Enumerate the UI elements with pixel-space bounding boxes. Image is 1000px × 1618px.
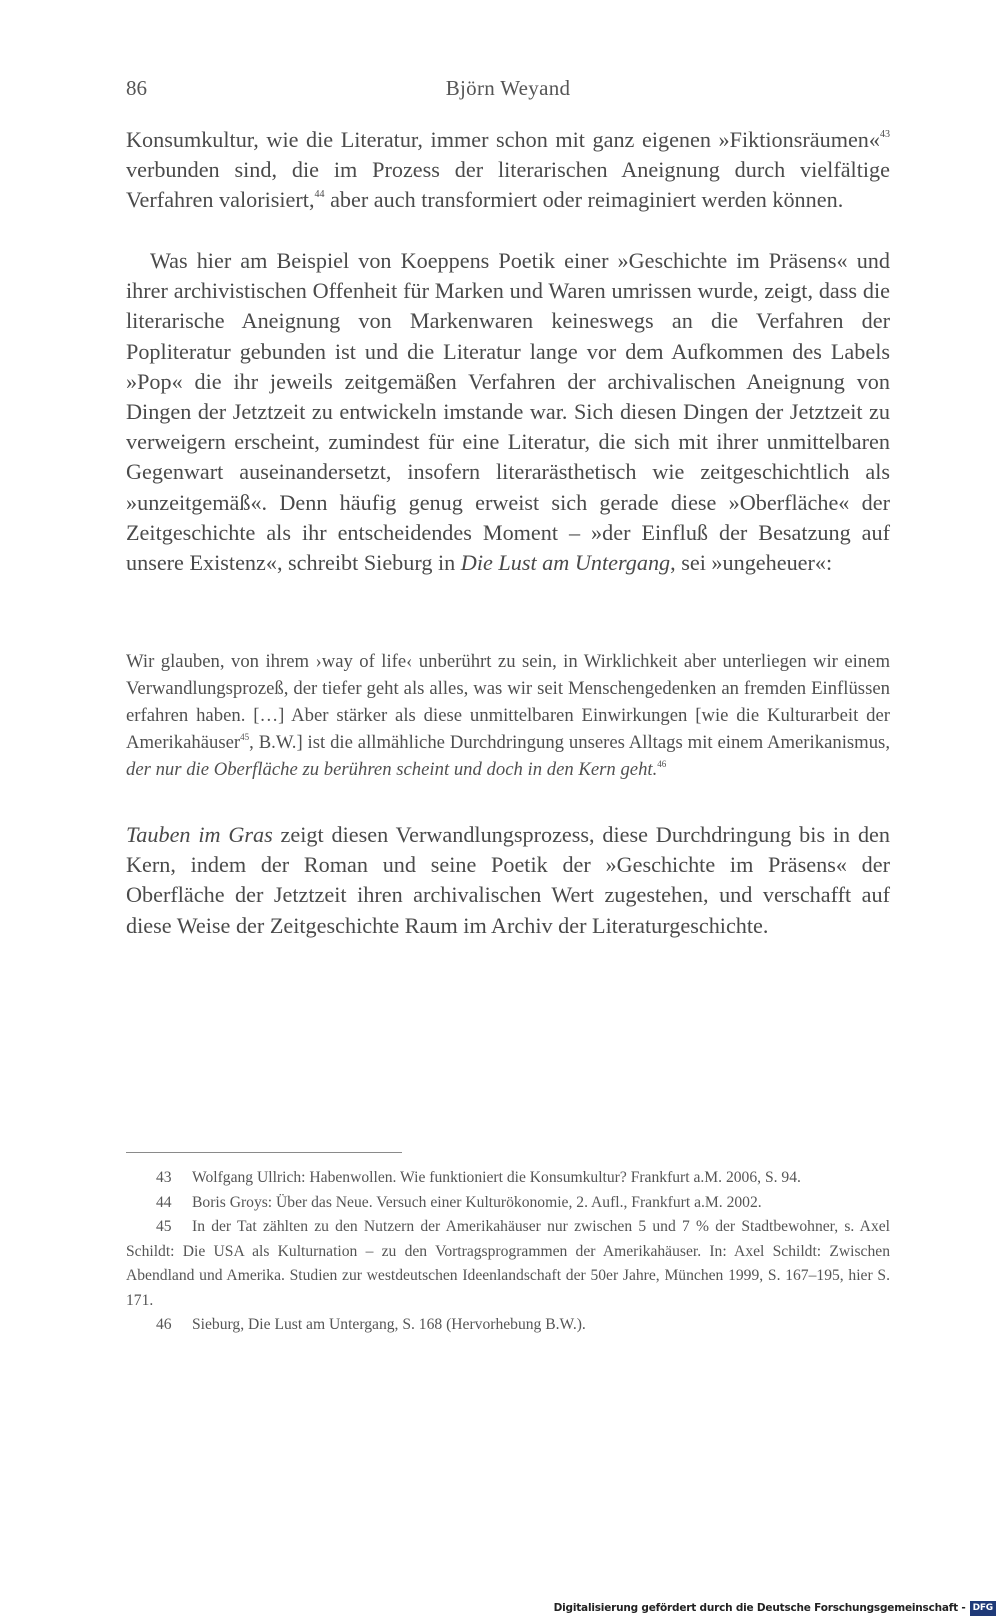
quote-italic: der nur die Oberfläche zu berühren scheint und doch in den Kern geht. <box>126 759 658 780</box>
page-number: 86 <box>126 76 147 100</box>
footnote-43 <box>126 1166 890 1191</box>
p1-text-c: aber auch transformiert oder reimaginiert werden können. <box>324 187 844 213</box>
footnote-divider <box>126 1152 402 1153</box>
book-title-tauben: Tauben im Gras <box>126 822 273 847</box>
footnote-ref-46[interactable]: 46 <box>657 759 667 769</box>
p3-text-a: zeigt diesen Verwandlungsprozess, diese Durchdringung bis in den Kern, indem der Roman und seine Poetik der »Geschichte im Präsens« der Oberfläche der Jetztzeit ihren archivalischen Wert zugestehen, und verschafft auf diese Weise der Zeitgeschichte Raum im Archiv der Literaturgeschichte. <box>126 822 890 938</box>
footnote-46 <box>126 1313 890 1338</box>
footnote-44 <box>126 1191 890 1216</box>
footnote-ref-43[interactable]: 43 <box>880 129 890 140</box>
footnote-number: 44 <box>156 1193 172 1211</box>
paragraph-2 <box>126 246 890 578</box>
p2-text-b: , sei »ungeheuer«: <box>670 550 833 576</box>
book-title-lust: Die Lust am Untergang <box>460 550 671 576</box>
p1-text-b: verbunden sind, die im Prozess der literarischen Aneignung durch vielfältige Verfahren valorisiert, <box>126 157 890 213</box>
paragraph-3 <box>126 820 890 941</box>
digitization-credit <box>554 1599 996 1617</box>
footnote-text: In der Tat zählten zu den Nutzern der Amerikahäuser nur zwischen 5 und 7 % der Stadtbewohner, s. Axel Schildt: Die USA als Kulturnation – zu den Vortragsprogrammen der Amerikahäuser. In: Axel Schildt: Zwischen Abendland und Amerika. Studien zur westdeutschen Ideenlandschaft der 50er Jahre, München 1999, S. 167–195, hier S. 171. <box>126 1218 890 1309</box>
footnote-text: Sieburg, Die Lust am Untergang, S. 168 (Hervorhebung B.W.). <box>192 1316 586 1333</box>
block-quote <box>126 648 890 783</box>
footnote-ref-45[interactable]: 45 <box>240 732 250 742</box>
dfg-logo: DFG <box>970 1601 996 1616</box>
footnote-number: 45 <box>156 1218 172 1235</box>
footnote-ref-44[interactable]: 44 <box>314 189 325 201</box>
paragraph-1 <box>126 125 890 216</box>
quote-text-b: , B.W.] ist die allmähliche Durchdringung unseres Alltags mit einem Amerikanismus, <box>249 732 890 753</box>
footnote-45 <box>126 1215 890 1313</box>
p2-text-a: Was hier am Beispiel von Koeppens Poetik einer »Geschichte im Präsens« und ihrer archivistischen Offenheit für Marken und Waren umrissen wurde, zeigt, dass die literarische Aneignung von Markenwaren keineswegs an die Verfahren der Popliteratur gebunden ist und die Literatur lange vor dem Aufkommen des Labels »Pop« die ihr jeweils zeitgemäßen Verfahren der archivalischen Aneignung von Dingen der Jetztzeit zu entwickeln imstande war. Sich diesen Dingen der Jetztzeit zu verweigern erscheint, zumindest für eine Literatur, die sich mit ihrer unmittelbaren Gegenwart auseinandersetzt, insofern literarästhetisch wie zeitgeschichtlich als »unzeitgemäß«. Denn häufig genug erweist sich gerade diese »Oberfläche« der Zeitgeschichte als ihr entscheidendes Moment – »der Einfluß der Besatzung auf unsere Existenz«, schreibt Sieburg in <box>126 248 890 576</box>
footnote-number: 43 <box>156 1169 172 1186</box>
footnotes <box>126 1166 890 1338</box>
credit-text: Digitalisierung gefördert durch die Deutsche Forschungsgemeinschaft - <box>553 1602 966 1614</box>
p1-text-a: Konsumkultur, wie die Literatur, immer schon mit ganz eigenen »Fiktionsräumen« <box>126 127 880 152</box>
footnote-number: 46 <box>156 1316 172 1333</box>
footnote-text: Boris Groys: Über das Neue. Versuch einer Kulturökonomie, 2. Aufl., Frankfurt a.M. 2002. <box>192 1193 762 1211</box>
quote-text-a: Wir glauben, von ihrem ›way of life‹ unberührt zu sein, in Wirklichkeit aber unterliegen wir einem Verwandlungsprozeß, der tiefer geht als alles, was wir seit Menschengedenken an fremden Einflüssen erfahren haben. […] Aber stärker als diese unmittelbaren Einwirkungen [wie die Kulturarbeit der Amerikahäuser <box>126 651 890 753</box>
running-head: Björn Weyand <box>445 76 571 100</box>
footnote-text: Wolfgang Ullrich: Habenwollen. Wie funktioniert die Konsumkultur? Frankfurt a.M. 2006, S. 94. <box>192 1169 801 1186</box>
page-header <box>126 76 890 106</box>
